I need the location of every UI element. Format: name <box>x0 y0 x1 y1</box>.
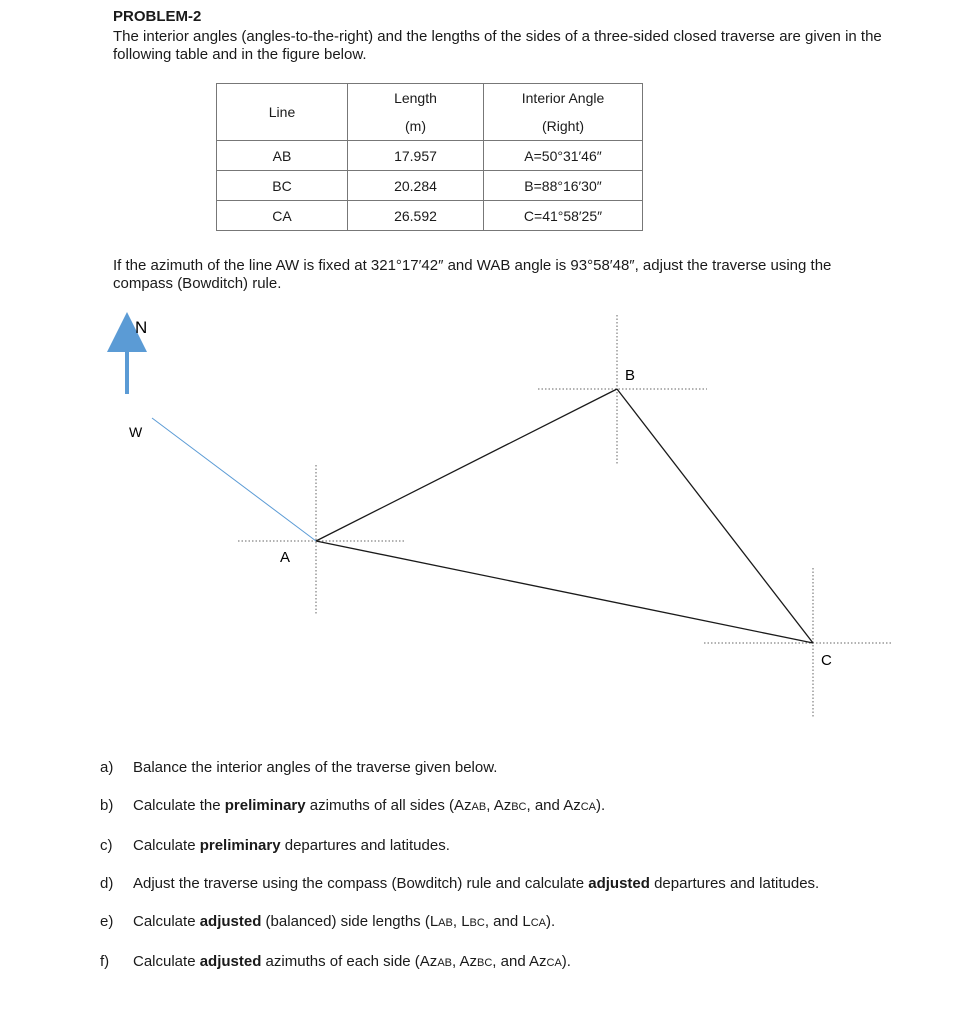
traverse-figure <box>0 305 964 725</box>
cell-line: CA <box>217 201 348 231</box>
cell-length: 17.957 <box>348 141 484 171</box>
subscript: AB <box>437 957 452 969</box>
task-text-part: Calculate <box>133 953 200 970</box>
task-text-part: ). <box>545 913 556 930</box>
task-text-part: (balanced) side lengths (L <box>261 913 439 930</box>
header-angle-title: Interior Angle <box>521 90 605 106</box>
subscript: CA <box>546 957 562 969</box>
cell-angle: B=88°16′30″ <box>484 171 643 201</box>
task-text <box>133 797 605 814</box>
task-text-part: azimuths of all sides (Az <box>305 797 472 814</box>
task-text: Balance the interior angles of the traverse given below. <box>133 759 498 776</box>
task-text <box>133 913 555 930</box>
subscript: CA <box>530 917 546 929</box>
task-item <box>100 796 833 817</box>
header-angle <box>484 84 643 141</box>
problem-intro: The interior angles (angles-to-the-right) and the lengths of the sides of a three-sided closed traverse are given in the following table and in the figure below. <box>113 28 882 63</box>
cell-line: AB <box>217 141 348 171</box>
task-text-part: , and Az <box>492 953 547 970</box>
table-row <box>217 171 643 201</box>
c-label: C <box>821 652 832 669</box>
task-text <box>133 953 571 970</box>
task-text-part: , and L <box>484 913 531 930</box>
task-emphasis: adjusted <box>199 913 262 930</box>
task-text-part: ). <box>596 797 606 814</box>
task-text-part: ). <box>561 953 571 970</box>
line-aw <box>152 418 316 541</box>
cell-length: 26.592 <box>348 201 484 231</box>
problem-title: PROBLEM-2 <box>113 8 202 25</box>
task-text-part: departures and latitudes. <box>280 837 450 854</box>
task-item <box>100 912 833 933</box>
header-line: Line <box>217 84 348 141</box>
subscript: AB <box>438 917 453 929</box>
subscript: BC <box>469 917 485 929</box>
task-text-part: departures and latitudes. <box>649 875 820 892</box>
line-ab <box>316 389 617 541</box>
task-text-part: Calculate <box>133 837 200 854</box>
a-label: A <box>280 549 291 566</box>
traverse-table <box>216 83 643 231</box>
reference-lines <box>238 315 893 717</box>
line-ca <box>316 541 813 643</box>
task-text-part: , Az <box>452 953 478 970</box>
task-letter: d) <box>100 875 114 892</box>
task-text-part: Calculate the <box>133 797 225 814</box>
condition-text: If the azimuth of the line AW is fixed at 321°17′42″ and WAB angle is 93°58′48″, adjust the traverse using the compass (Bowditch) rule. <box>113 257 832 292</box>
task-letter: e) <box>100 913 114 930</box>
subscript: CA <box>580 801 596 813</box>
north-label: N <box>135 318 148 337</box>
task-text-part: , Az <box>486 797 512 814</box>
task-text-part: Calculate <box>133 913 200 930</box>
task-item <box>100 952 833 973</box>
subscript: BC <box>511 801 527 813</box>
line-bc <box>617 389 813 643</box>
cell-line: BC <box>217 171 348 201</box>
task-item <box>100 758 833 777</box>
cell-angle: C=41°58′25″ <box>484 201 643 231</box>
cell-length: 20.284 <box>348 171 484 201</box>
task-text-part: Adjust the traverse using the compass (Bowditch) rule and calculate <box>133 875 589 892</box>
header-angle-sub: (Right) <box>541 118 584 134</box>
table-header-row <box>217 84 643 141</box>
task-emphasis: preliminary <box>224 797 306 814</box>
task-list <box>100 758 833 973</box>
w-label: W <box>129 424 143 440</box>
task-emphasis: adjusted <box>588 875 650 892</box>
task-text-part: , L <box>452 913 470 930</box>
header-length-unit: (m) <box>405 118 426 134</box>
table-row <box>217 201 643 231</box>
table-row <box>217 141 643 171</box>
subscript: BC <box>477 957 493 969</box>
task-letter: a) <box>100 759 114 776</box>
task-letter: b) <box>100 797 114 814</box>
task-text-part: , and Az <box>526 797 581 814</box>
task-text <box>133 837 450 854</box>
header-length <box>348 84 484 141</box>
b-label: B <box>625 367 636 384</box>
task-emphasis: adjusted <box>199 953 262 970</box>
task-item <box>100 836 833 855</box>
task-letter: f) <box>100 953 110 970</box>
task-item <box>100 874 833 893</box>
header-length-title: Length <box>394 90 437 106</box>
task-text-part: azimuths of each side (Az <box>261 953 438 970</box>
subscript: AB <box>471 801 487 813</box>
task-emphasis: preliminary <box>199 837 281 854</box>
task-text <box>133 875 819 892</box>
cell-angle: A=50°31′46″ <box>484 141 643 171</box>
task-letter: c) <box>100 837 113 854</box>
